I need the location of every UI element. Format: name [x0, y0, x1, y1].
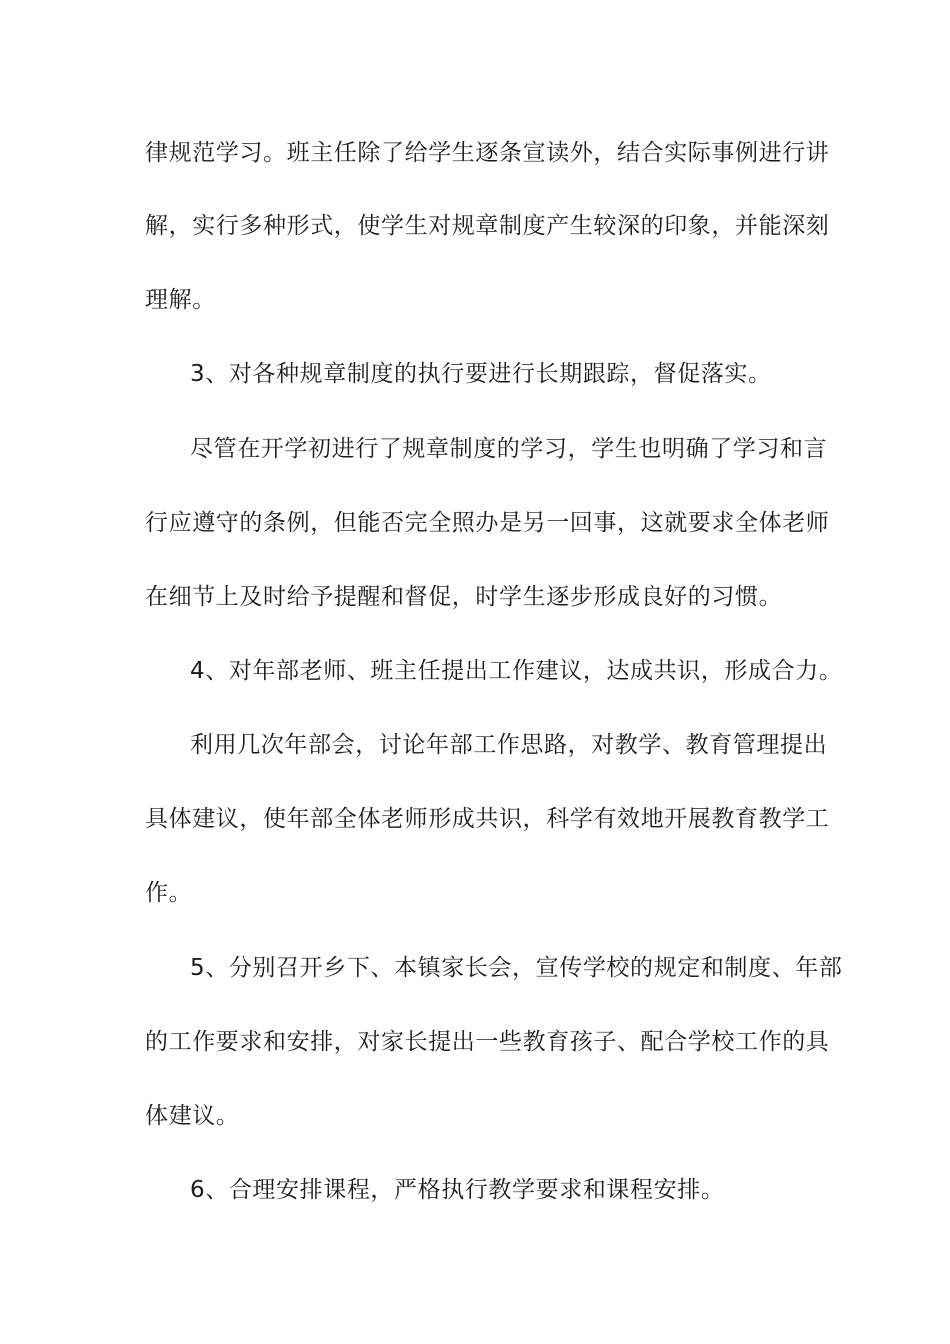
text-line-1: 律规范学习。班主任除了给学生逐条宣读外，结合实际事例进行讲 — [145, 140, 830, 166]
item-4-heading: 4、对年部老师、班主任提出工作建议，达成共识，形成合力。 — [190, 658, 843, 684]
text-line-13: 的工作要求和安排，对家长提出一些教育孩子、配合学校工作的具 — [145, 1029, 830, 1055]
text-line-3: 理解。 — [145, 287, 216, 313]
text-line-10: 具体建议，使年部全体老师形成共识，科学有效地开展教育教学工 — [145, 806, 830, 832]
text-line-5: 尽管在开学初进行了规章制度的学习，学生也明确了学习和言 — [190, 436, 828, 462]
text-line-2: 解，实行多种形式，使学生对规章制度产生较深的印象，并能深刻 — [145, 213, 830, 239]
item-5-heading: 5、分别召开乡下、本镇家长会，宣传学校的规定和制度、年部 — [190, 955, 843, 981]
item-3-heading: 3、对各种规章制度的执行要进行长期跟踪，督促落实。 — [190, 361, 772, 387]
text-line-6: 行应遵守的条例，但能否完全照办是另一回事，这就要求全体老师 — [145, 510, 830, 536]
text-line-9: 利用几次年部会，讨论年部工作思路，对教学、教育管理提出 — [190, 732, 828, 758]
text-line-14: 体建议。 — [145, 1103, 240, 1129]
item-6-heading: 6、合理安排课程，严格执行教学要求和课程安排。 — [190, 1177, 725, 1203]
text-line-7: 在细节上及时给予提醒和督促，时学生逐步形成良好的习惯。 — [145, 584, 783, 610]
text-line-11: 作。 — [145, 880, 193, 906]
